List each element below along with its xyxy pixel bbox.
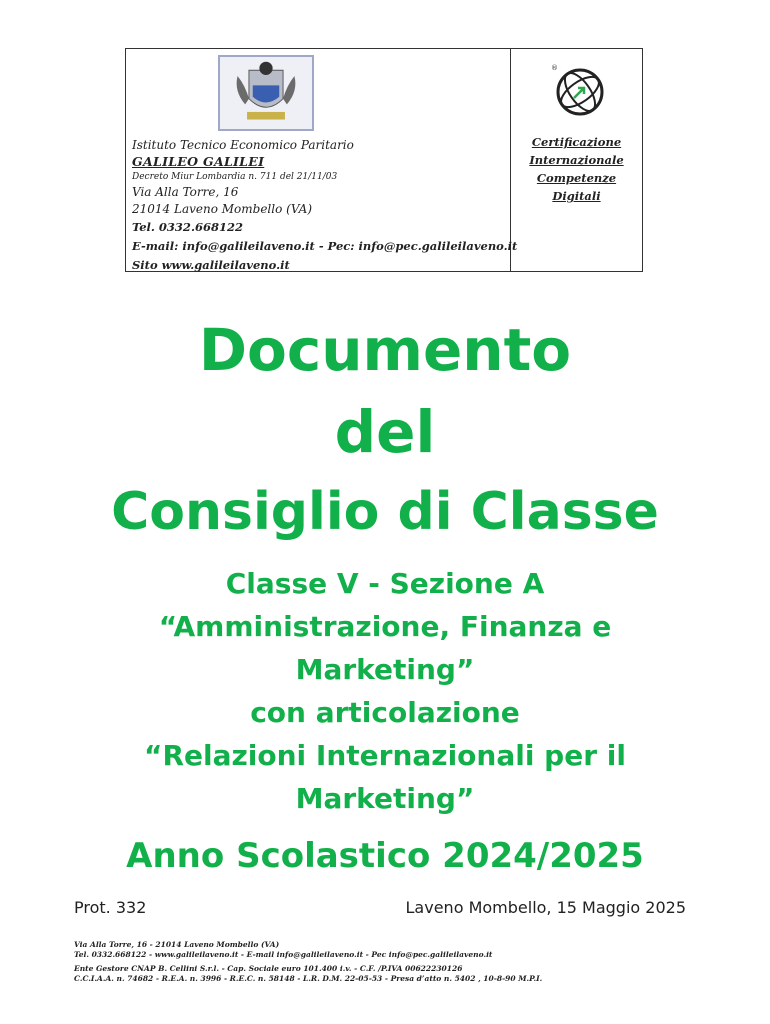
school-info-cell	[126, 49, 518, 272]
school-details	[132, 137, 518, 275]
certification-logo	[549, 61, 609, 121]
articulation: con articolazione	[250, 696, 520, 729]
school-city: 21014 Laveno Mombello (VA)	[132, 202, 313, 216]
school-email-pec[interactable]: E-mail: info@galileilaveno.it - Pec: info@pec.galileilaveno.it	[132, 239, 518, 253]
document-title-line-1: Documento	[198, 316, 572, 384]
cert-line-1: Certificazione	[531, 135, 622, 149]
document-title-line-3: Consiglio di Classe	[111, 482, 659, 542]
cert-line-2: Internazionale	[529, 153, 624, 167]
school-street: Via Alla Torre, 16	[132, 185, 239, 199]
specialization-line-1: “Relazioni Internazionali per il	[144, 739, 626, 772]
document-title-line-2: del	[334, 398, 436, 466]
page-footer	[74, 940, 714, 984]
svg-text:®: ®	[551, 64, 558, 72]
course-line-1: “Amministrazione, Finanza e	[158, 610, 612, 643]
school-name: GALILEO GALILEI	[132, 154, 265, 169]
footer-contacts: Tel. 0332.668122 - www.galileilaveno.it - E-mail info@galileilaveno.it - Pec info@pec.galileilaveno.it	[74, 950, 493, 959]
school-crest-logo	[218, 55, 314, 131]
cert-line-3: Competenze Digitali	[536, 171, 617, 203]
course-line-2: Marketing”	[295, 653, 475, 686]
school-phone: Tel. 0332.668122	[132, 220, 243, 234]
school-type: Istituto Tecnico Economico Paritario	[132, 138, 354, 152]
footer-registrations: C.C.I.A.A. n. 74682 - R.E.A. n. 3996 - R.E.C. n. 58148 - L.R. D.M. 22-05-53 - Presa d’atto n. 5402 , 10-8-90 M.P.I.	[74, 974, 543, 983]
school-decree: Decreto Miur Lombardia n. 711 del 21/11/03	[132, 172, 338, 182]
crest-icon	[220, 57, 312, 129]
certification-text	[511, 133, 642, 205]
place-date: Laveno Mombello, 15 Maggio 2025	[405, 898, 686, 917]
school-website[interactable]: Sito www.galileilaveno.it	[132, 258, 290, 272]
certification-cell	[511, 49, 642, 271]
class-section: Classe V - Sezione A	[225, 567, 545, 600]
footer-address: Via Alla Torre, 16 - 21014 Laveno Mombello (VA)	[74, 940, 280, 949]
globe-arrow-icon	[549, 61, 609, 121]
school-year: Anno Scolastico 2024/2025	[126, 836, 644, 876]
protocol-number: Prot. 332	[74, 898, 147, 917]
specialization-line-2: Marketing”	[295, 782, 475, 815]
school-header-box	[125, 48, 643, 272]
footer-company: Ente Gestore CNAP B. Cellini S.r.l. - Cap. Sociale euro 101.400 i.v. - C.F. /P.IVA 00622230126	[74, 964, 463, 973]
